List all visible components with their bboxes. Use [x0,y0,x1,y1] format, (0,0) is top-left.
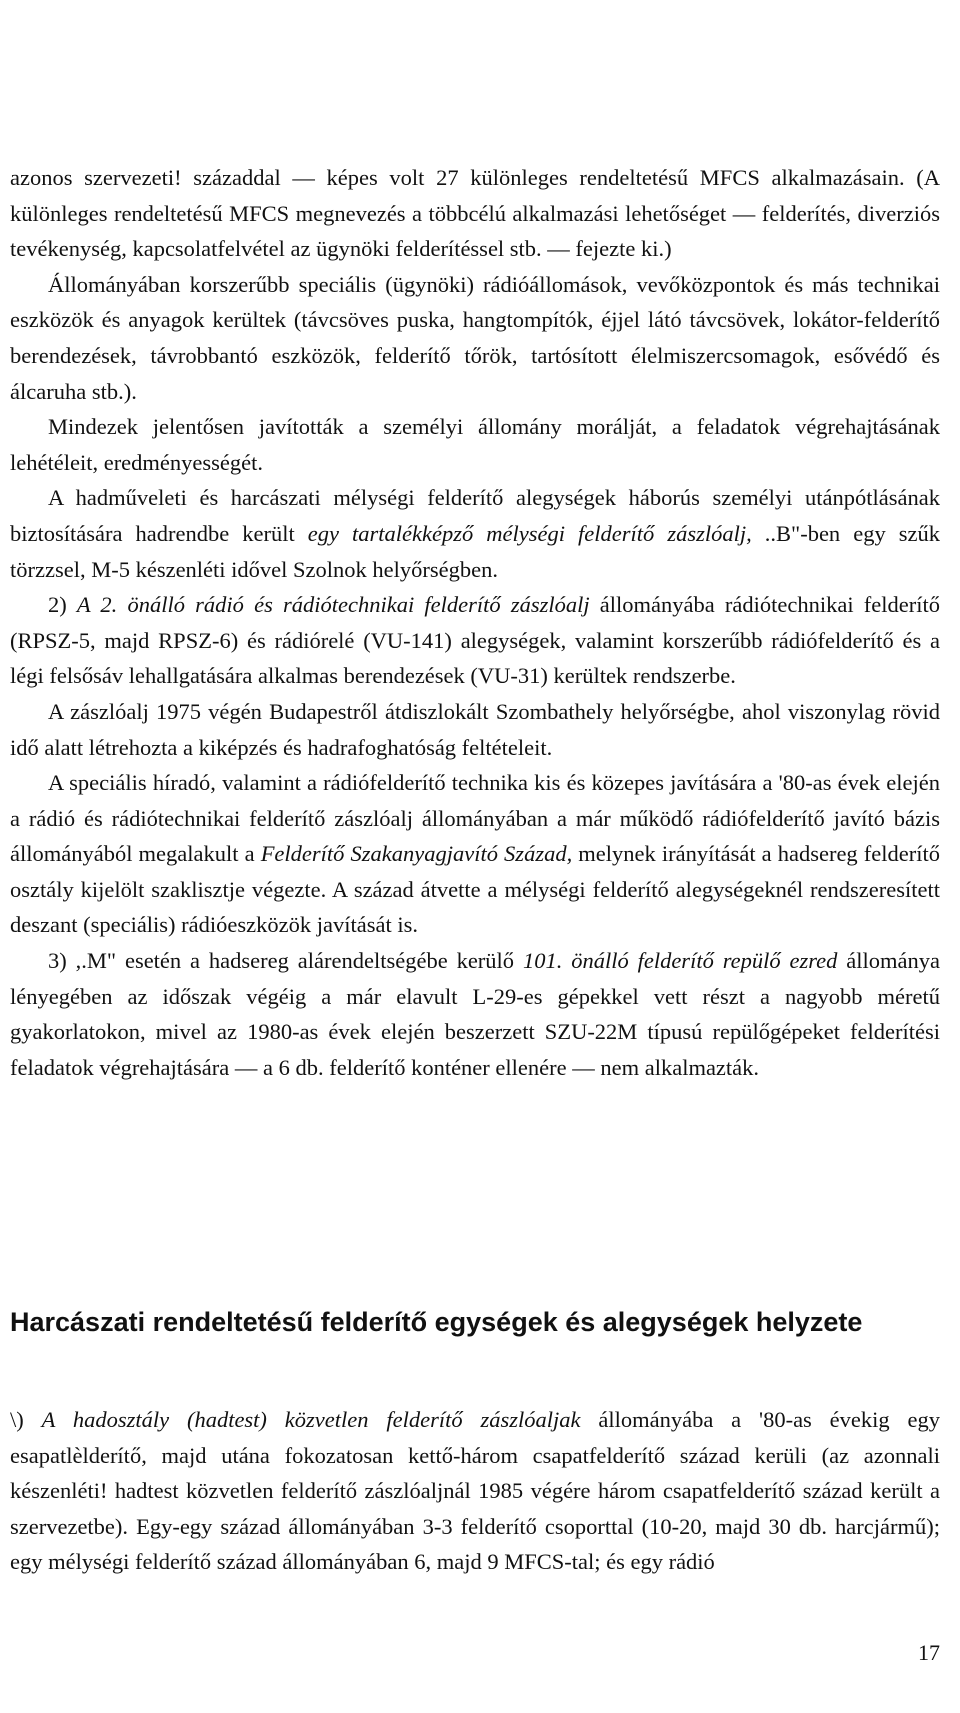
section-2-text-b: állományába a '80-as évekig egy esapatlèlderítő, majd utána fokozatosan kettő-három csapatfelderítő század kerüli (az azonnali készenléti! hadtest közvetlen felderítő zászlóaljnál 1985 végére három csapatfelderítő század került a szervezetbe). Egy-egy század állományában 3-3 felderítő csoporttal (10-20, majd 30 db. harcjármű); egy mélységi felderítő század állományában 6, majd 9 MFCS-tal; és egy rádió [10,1407,941,1575]
paragraph-4-text-a: A hadműveleti és harcászati mélységi felderítő alegységek háborús személyi utánpótlásának biztosítására hadrendbe került [10,485,940,546]
section-2-paragraph-1 [10,1402,940,1580]
paragraph-5-text-a: 2) [48,592,77,618]
paragraph-8 [10,943,940,1085]
paragraph-1: azonos szervezeti! századdal — képes volt 27 különleges rendeltetésű MFCS alkalmazásain. (A különleges rendeltetésű MFCS megnevezés a többcélú alkalmazási lehetőséget — felderítés, diverziós tevékenység, kapcsolatfelvétel az ügynöki felderítéssel stb. — fejezte ki.) [10,165,940,262]
paragraph-7-text-b: melynek irányítását a hadsereg felderítő osztály kijelölt szaklisztje végezte. A század átvette a mélységi felderítő alegységeknél rendszeresített deszant (speciális) rádióeszközök javítását is. [10,841,940,938]
section-2-text [10,1402,940,1580]
page-number: 17 [918,1640,940,1665]
section-2-italic: A hadosztály (hadtest) közvetlen felderítő zászlóaljak [41,1407,581,1432]
paragraph-5-text-b: állományába rádiótechnikai felderítő (RPSZ-5, majd RPSZ-6) és rádiórelé (VU-141) alegységek, valamint korszerűbb rádiófelderítő és a légi felsősáv lehallgatására alkalmas berendezések (VU-31) kerültek rendszerbe. [10,592,940,689]
paragraph-5 [10,587,940,694]
section-2-text-a: \) [10,1407,42,1432]
paragraph-4 [10,480,940,587]
section-heading: Harcászati rendeltetésű felderítő egységek és alegységek helyzete [10,1307,863,1337]
paragraph-4-italic: egy tartalékképző mélységi felderítő zászlóalj, [307,520,752,546]
paragraph-8-text-a: 3) ,.M" esetén a hadsereg alárendeltségébe kerülő [48,948,523,974]
paragraph-7-text-a: A speciális híradó, valamint a rádiófelderítő technika kis és közepes javítására a '80-as évek elején a rádió és rádiótechnikai felderítő zászlóalj állományában a már működő rádiófelderítő javító bázis állományából megalakult a [10,770,940,867]
paragraph-5-italic: A 2. önálló rádió és rádiótechnikai felderítő zászlóalj [76,592,590,618]
paragraph-8-text-b: állománya lényegében az időszak végéig a már elavult L-29-es gépekkel vett részt a nagyobb méretű gyakorlatokon, mivel az 1980-as évek elején beszerzett SZU-22M típusú repülőgépeket felderítési feladatok végrehajtására — a 6 db. felderítő konténer ellenére — nem alkalmazták. [10,948,941,1080]
paragraph-3: Mindezek jelentősen javították a személyi állomány morálját, a feladatok végrehajtásának lehétéleit, eredményességét. [10,414,940,475]
paragraph-7-italic: Felderítő Szakanyagjavító Század, [260,841,573,867]
body-text [10,160,940,1085]
paragraph-6: A zászlóalj 1975 végén Budapestről átdiszlokált Szombathely helyőrségbe, ahol viszonylag rövid idő alatt létrehozta a kiképzés és hadrafoghatóság feltételeit. [10,698,940,760]
paragraph-2: Állományában korszerűbb speciális (ügynöki) rádióállomások, vevőközpontok és más technikai eszközök és anyagok kerültek (távcsöves puska, hangtompítók, éjjel látó távcsövek, lokátor-felderítő berendezések, távrobbantó eszközök, felderítő tőrök, tartósított élelmiszercsomagok, esővédő és álcaruha stb.). [10,271,940,404]
paragraph-7 [10,765,940,943]
paragraph-8-italic: 101. önálló felderítő repülő ezred [522,948,838,974]
paragraph-4-text-b: ..B"-ben egy szűk törzzsel, M-5 készenléti idővel Szolnok helyőrségben. [10,520,940,582]
